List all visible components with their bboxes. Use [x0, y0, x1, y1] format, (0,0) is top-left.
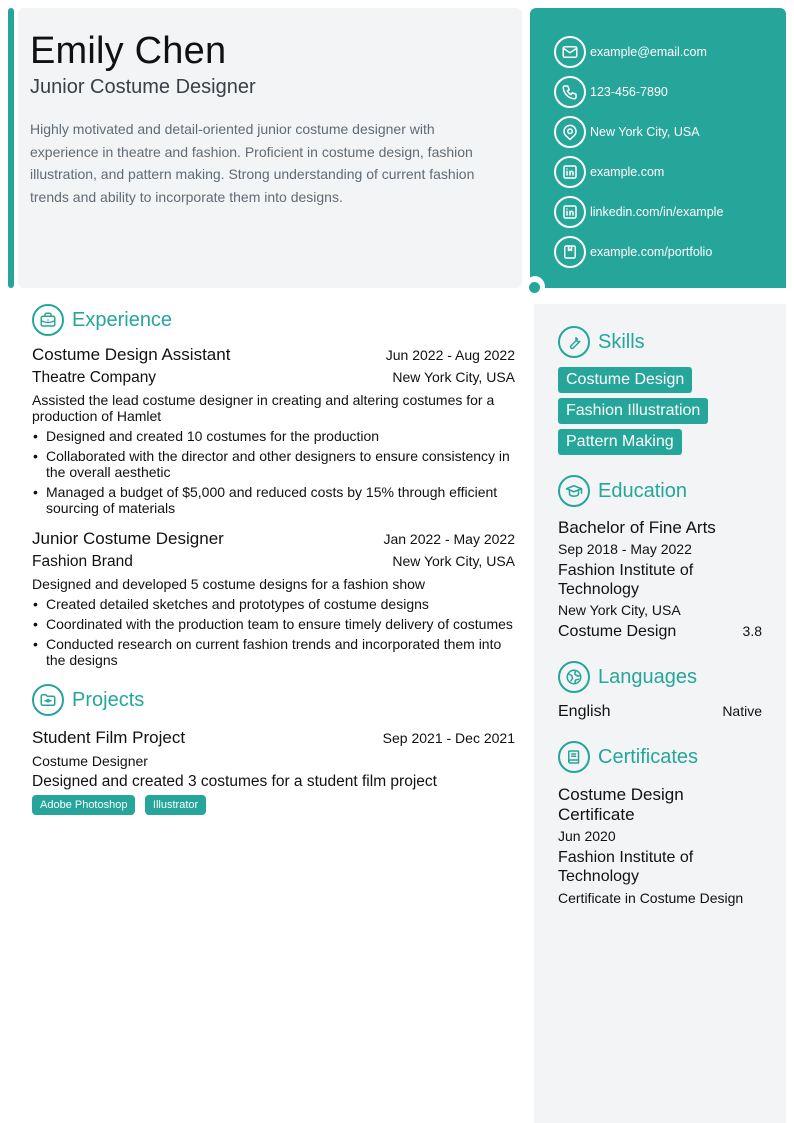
bullet-item: • Collaborated with the director and other designers to ensure consistency in the overall aesthetic — [32, 448, 515, 480]
experience-entry — [32, 345, 515, 516]
entry-title: Costume Design Assistant — [32, 345, 231, 364]
experience-title: Experience — [72, 308, 173, 331]
bullet-item: • Conducted research on current fashion trends and incorporated them into the designs — [32, 636, 515, 668]
skills-list — [558, 367, 762, 460]
language-level: Native — [722, 703, 762, 719]
entry-location: New York City, USA — [392, 553, 515, 569]
contact-email-text: example@email.com — [590, 45, 707, 59]
contact-phone-text: 123-456-7890 — [590, 85, 668, 99]
main-column — [32, 304, 515, 815]
entry-bullets — [32, 596, 515, 668]
education-location: New York City, USA — [558, 602, 681, 618]
contact-panel — [530, 8, 786, 288]
skills-title: Skills — [598, 330, 645, 353]
contact-location — [554, 112, 786, 152]
job-title: Junior Costume Designer — [30, 76, 256, 98]
projects-heading — [32, 684, 515, 716]
entry-company: Theatre Company — [32, 369, 157, 386]
entry-description: Assisted the lead costume designer in creating and altering costumes for a production of Hamlet — [32, 392, 495, 424]
globe-icon — [558, 661, 590, 693]
entry-dates: Jun 2022 - Aug 2022 — [385, 347, 515, 363]
languages-title: Languages — [598, 665, 697, 688]
skill-tag: Pattern Making — [558, 429, 682, 455]
education-dates: Sep 2018 - May 2022 — [558, 541, 692, 557]
languages-heading — [558, 661, 762, 693]
certificate-date: Jun 2020 — [558, 828, 616, 844]
contact-portfolio-text: example.com/portfolio — [590, 245, 713, 259]
project-entry — [32, 728, 515, 815]
certificates-heading — [558, 741, 762, 773]
project-description: Designed and created 3 costumes for a student film project — [32, 773, 437, 790]
education-title: Education — [598, 479, 687, 502]
contact-linkedin-text: linkedin.com/in/example — [590, 205, 724, 219]
bullet-item: • Created detailed sketches and prototypes of costume designs — [32, 596, 515, 612]
location-icon — [554, 116, 586, 148]
education-school: Fashion Institute of Technology — [558, 562, 694, 598]
entry-title: Junior Costume Designer — [32, 529, 224, 548]
certificate-name: Costume Design Certificate — [558, 785, 684, 824]
project-title: Student Film Project — [32, 728, 186, 747]
contact-phone[interactable] — [554, 72, 786, 112]
education-heading — [558, 475, 762, 507]
sidebar — [534, 304, 786, 1123]
certificate-entry — [558, 785, 762, 907]
experience-entry — [32, 529, 515, 668]
linkedin-icon — [554, 156, 586, 188]
summary: Highly motivated and detail-oriented junior costume designer with experience in theatre and fashion. Proficient in costume design, fashion illustration, and pattern making. Strong understanding of current fashion trends and ability to incorporate them into designs. — [30, 121, 475, 205]
skill-tag: Fashion Illustration — [558, 398, 708, 424]
contact-email[interactable] — [554, 32, 786, 72]
contact-linkedin[interactable] — [554, 192, 786, 232]
contact-website-text: example.com — [590, 165, 665, 179]
project-tag: Adobe Photoshop — [32, 795, 135, 815]
bullet-item: • Designed and created 10 costumes for the production — [32, 428, 515, 444]
contact-location-text: New York City, USA — [590, 125, 700, 139]
language-name: English — [558, 703, 611, 720]
entry-dates: Jan 2022 - May 2022 — [383, 531, 515, 547]
portfolio-icon — [554, 236, 586, 268]
certificate-detail: Certificate in Costume Design — [558, 890, 744, 906]
contact-portfolio[interactable] — [554, 232, 786, 272]
entry-company: Fashion Brand — [32, 553, 133, 570]
candidate-name: Emily Chen — [30, 30, 227, 72]
briefcase-icon — [32, 304, 64, 336]
skill-tag: Costume Design — [558, 367, 692, 393]
education-field: Costume Design — [558, 623, 677, 640]
education-entry — [558, 518, 762, 641]
linkedin-icon — [554, 196, 586, 228]
contact-website[interactable] — [554, 152, 786, 192]
projects-title: Projects — [72, 688, 145, 711]
certificates-title: Certificates — [598, 745, 699, 768]
entry-bullets — [32, 428, 515, 516]
mail-icon — [554, 36, 586, 68]
project-dates: Sep 2021 - Dec 2021 — [382, 730, 515, 746]
notch-dot — [529, 282, 540, 293]
education-gpa: 3.8 — [742, 623, 762, 639]
header-panel — [18, 8, 522, 288]
folder-icon — [32, 684, 64, 716]
bullet-item: • Managed a budget of $5,000 and reduced costs by 15% through efficient sourcing of materials — [32, 484, 515, 516]
language-item — [558, 702, 762, 721]
project-role: Costume Designer — [32, 753, 148, 769]
certificate-issuer: Fashion Institute of Technology — [558, 849, 694, 885]
phone-icon — [554, 76, 586, 108]
bullet-item: • Coordinated with the production team to ensure timely delivery of costumes — [32, 616, 515, 632]
education-degree: Bachelor of Fine Arts — [558, 518, 716, 537]
certificate-icon — [558, 741, 590, 773]
project-tag: Illustrator — [145, 795, 206, 815]
accent-bar — [8, 8, 14, 288]
project-tags — [32, 795, 515, 815]
entry-description: Designed and developed 5 costume designs for a fashion show — [32, 576, 426, 592]
graduation-cap-icon — [558, 475, 590, 507]
wrench-icon — [558, 326, 590, 358]
experience-heading — [32, 304, 515, 336]
entry-location: New York City, USA — [392, 369, 515, 385]
skills-heading — [558, 326, 762, 358]
